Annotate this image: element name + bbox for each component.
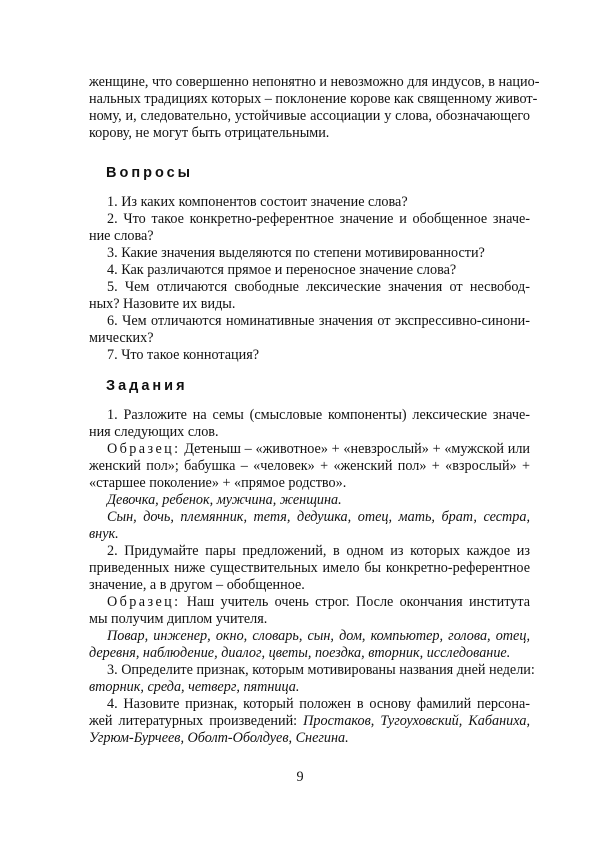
task-3-line-1: 3. Определите признак, которым мотивированы названия дней недели:	[107, 662, 535, 678]
task-1-line-1: 1. Разложите на семы (смысловые компоненты) лексические значе-	[107, 407, 530, 423]
word-list-1-line-1: Девочка, ребенок, мужчина, женщина.	[107, 492, 342, 508]
question-7: 7. Что такое коннотация?	[107, 347, 260, 363]
question-2-line-1: 2. Что такое конкретно-референтное значение и обобщенное значе-	[107, 211, 530, 227]
question-1: 1. Из каких компонентов состоит значение слова?	[107, 194, 408, 210]
task-4-line-3: Угрюм-Бурчеев, Оболт-Оболдуев, Снегина.	[89, 730, 349, 746]
sample-2-line-1	[107, 594, 530, 611]
task-1-line-2: ния следующих слов.	[89, 424, 219, 440]
page-number: 9	[296, 769, 304, 785]
task-2-line-3: значение, а в другом – обобщенное.	[89, 577, 305, 593]
task-4-surnames: Простаков, Тугоуховский, Кабаниха,	[303, 713, 530, 729]
question-4: 4. Как различаются прямое и переносное значение слова?	[107, 262, 457, 278]
intro-line-4: корову, не могут быть отрицательными.	[89, 125, 330, 141]
sample-1-text: Детеныш – «животное» + «невзрослый» + «мужской или	[180, 441, 530, 457]
intro-line-2: нальных традициях которых – поклонение корове как священному живот-	[89, 91, 538, 107]
word-list-2-line-2: деревня, наблюдение, диалог, цветы, поездка, вторник, исследование.	[89, 645, 511, 661]
word-list-2-line-1: Повар, инженер, окно, словарь, сын, дом, компьютер, голова, отец,	[107, 628, 530, 644]
question-6-line-1: 6. Чем отличаются номинативные значения от экспрессивно-синони-	[107, 313, 530, 329]
intro-line-1: женщине, что совершенно непонятно и невозможно для индусов, в нацио-	[89, 74, 540, 90]
task-2-line-2: приведенных ниже существительных имело бы конкретно-референтное	[89, 560, 530, 576]
sample-1-line-3: «старшее поколение» + «прямое родство».	[89, 475, 347, 491]
intro-line-3: ному, и, следовательно, устойчивые ассоциации у слова, обозначающего	[89, 108, 530, 124]
question-3: 3. Какие значения выделяются по степени мотивированности?	[107, 245, 485, 261]
sample-1-line-2: женский пол»; бабушка – «человек» + «женский пол» + «взрослый» +	[89, 458, 530, 474]
task-3-line-2: вторник, среда, четверг, пятница.	[89, 679, 300, 695]
task-4-text: жей литературных произведений:	[89, 713, 304, 729]
word-list-1-line-2: Сын, дочь, племянник, тетя, дедушка, отец, мать, брат, сестра,	[107, 509, 530, 525]
sample-2-text: Наш учитель очень строг. После окончания института	[180, 594, 530, 610]
question-6-line-2: мических?	[89, 330, 154, 346]
task-2-line-1: 2. Придумайте пары предложений, в одном из которых каждое из	[107, 543, 530, 559]
question-2-line-2: ние слова?	[89, 228, 154, 244]
word-list-1-line-3: внук.	[89, 526, 119, 542]
task-4-line-2	[89, 713, 530, 730]
sample-2-label: Образец:	[107, 594, 181, 610]
sample-1-line-1	[107, 441, 530, 458]
question-5-line-1: 5. Чем отличаются свободные лексические значения от несвобод-	[107, 279, 530, 295]
task-4-line-1: 4. Назовите признак, который положен в основу фамилий персона-	[107, 696, 530, 712]
tasks-heading: Задания	[106, 378, 188, 394]
sample-2-line-2: мы получим диплом учителя.	[89, 611, 268, 627]
question-5-line-2: ных? Назовите их виды.	[89, 296, 236, 312]
questions-heading: Вопросы	[106, 165, 194, 181]
sample-1-label: Образец:	[107, 441, 181, 457]
